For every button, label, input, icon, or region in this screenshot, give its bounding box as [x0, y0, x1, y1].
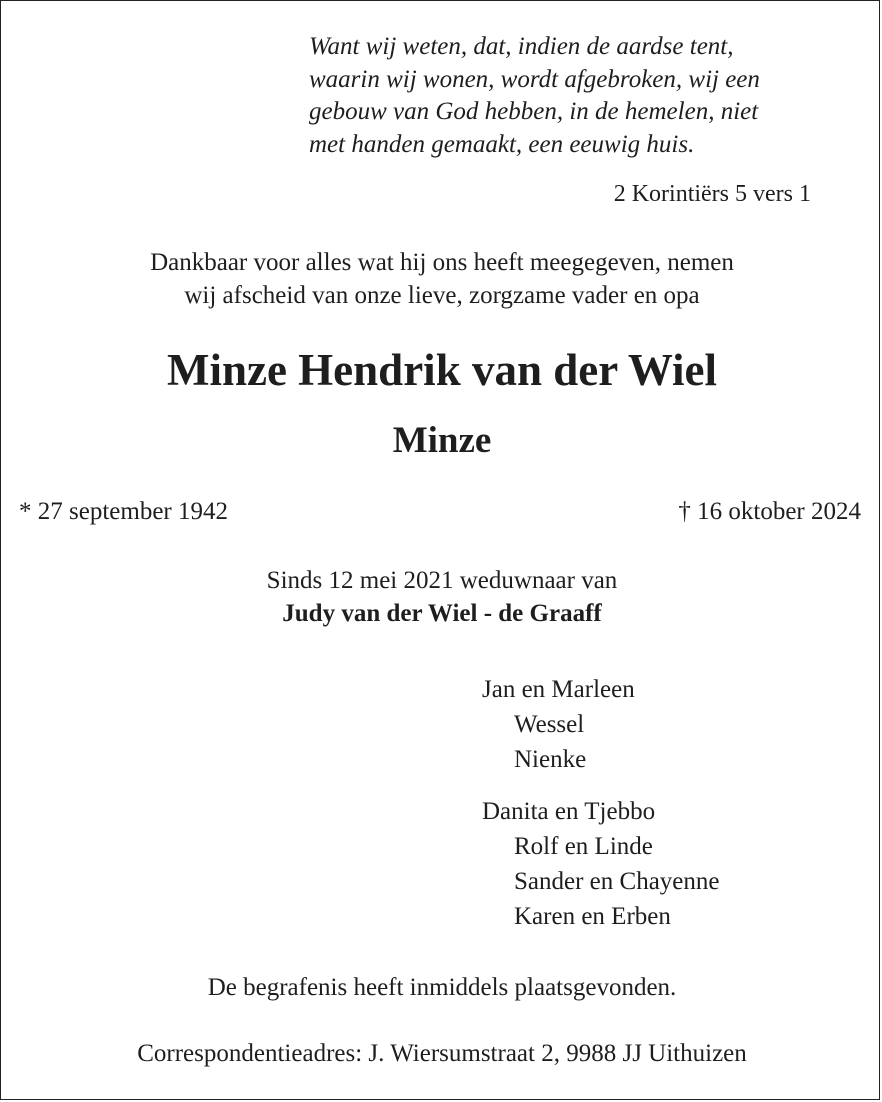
correspondence-address: Correspondentieadres: J. Wiersumstraat 2, 9988 JJ Uithuizen	[137, 1040, 747, 1067]
widower-line: Sinds 12 mei 2021 weduwnaar van	[266, 567, 618, 594]
grandchild-name: Rolf en Linde	[514, 833, 653, 860]
deceased-nickname: Minze	[392, 420, 492, 461]
grandchild-name: Nienke	[514, 746, 587, 773]
spouse-name: Judy van der Wiel - de Graaff	[282, 600, 602, 627]
verse-line: Want wij weten, dat, indien de aardse tent,	[309, 33, 734, 60]
verse-reference: 2 Korintiërs 5 vers 1	[613, 181, 811, 207]
child-name: Jan en Marleen	[482, 676, 635, 703]
verse-line: gebouw van God hebben, in de hemelen, niet	[309, 98, 759, 125]
deceased-name: Minze Hendrik van der Wiel	[166, 345, 718, 395]
grandchild-name: Sander en Chayenne	[514, 868, 720, 895]
grandchild-name: Wessel	[514, 711, 585, 738]
death-date: † 16 oktober 2024	[678, 498, 861, 525]
child-name: Danita en Tjebbo	[482, 798, 656, 825]
verse-line: met handen gemaakt, een eeuwig huis.	[309, 130, 695, 158]
birth-date: * 27 september 1942	[19, 498, 228, 525]
intro-line: wij afscheid van onze lieve, zorgzame vader en opa	[184, 282, 700, 309]
intro-line: Dankbaar voor alles wat hij ons heeft meegegeven, nemen	[150, 249, 734, 276]
intro-text	[1, 246, 882, 312]
funeral-notice: De begrafenis heeft inmiddels plaatsgevonden.	[207, 974, 677, 1001]
family-group	[482, 672, 635, 777]
widower-notice	[1, 564, 882, 630]
family-group	[482, 794, 719, 934]
bible-verse	[309, 31, 760, 161]
grandchild-name: Karen en Erben	[514, 903, 671, 930]
verse-line: waarin wij wonen, wordt afgebroken, wij een	[309, 65, 760, 93]
